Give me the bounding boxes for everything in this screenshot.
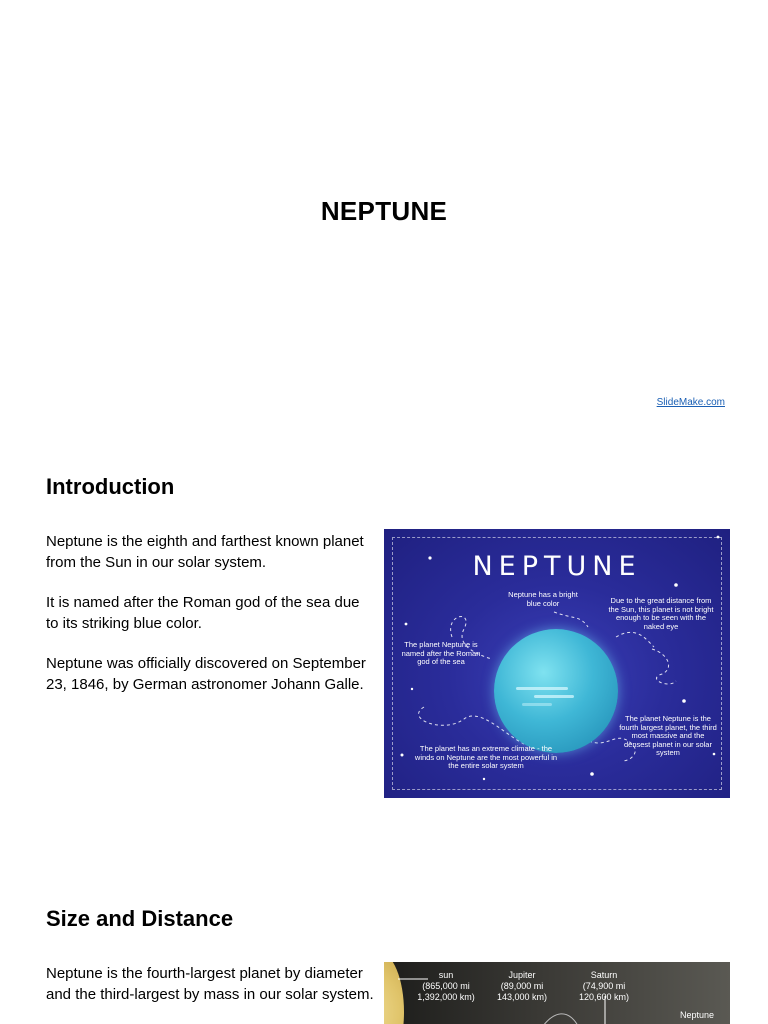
sun-label: sun (865,000 mi 1,392,000 km) [417,970,475,1002]
neptune-infographic [384,529,730,798]
size-distance-heading: Size and Distance [46,906,234,931]
intro-paragraph-2: It is named after the Roman god of the sea due to its striking blue color. [46,594,360,632]
note-extreme-climate: The planet has an extreme climate - the winds on Neptune are the most powerful in the entire solar system [414,744,558,770]
page-title: NEPTUNE [320,196,448,226]
size-paragraph-1: Neptune is the fourth-largest planet by diameter and the third-largest by mass in our solar system. [46,965,374,1003]
star-icon [405,623,408,626]
title-slide [0,0,768,432]
note-distance: Due to the great distance from the Sun, this planet is not bright enough to be seen with the naked eye [608,596,714,631]
star-icon [401,754,404,757]
planet-size-infographic [384,962,730,1024]
intro-paragraph-3: Neptune was officially discovered on September 23, 1846, by German astronomer Johann Galle. [46,655,366,693]
infographic-title: NEPTUNE [472,551,642,582]
dashed-path [652,649,676,684]
neptune-planet-icon [494,629,618,753]
star-icon [682,699,686,703]
star-icon [411,688,413,690]
star-icon [483,778,485,780]
introduction-heading: Introduction [46,474,175,499]
intro-paragraph-1: Neptune is the eighth and farthest known planet from the Sun in our solar system. [46,533,364,571]
saturn-label: Saturn (74,900 mi 120,600 km) [578,970,630,1002]
jupiter-label: Jupiter (89,000 mi 143,000 km) [496,970,548,1002]
note-bright-blue: Neptune has a bright blue color [508,590,578,608]
cloud-band [534,695,574,698]
dashed-path [554,612,588,627]
cloud-band [522,703,552,706]
note-fourth-largest: The planet Neptune is the fourth largest planet, the third most massive and the densest planet in our solar system [619,714,717,757]
note-named-after: The planet Neptune is named after the Roman god of the sea [401,640,481,666]
dashed-path [616,632,654,647]
size-distance-slide [0,864,768,1024]
slidemake-link[interactable]: SlideMake.com [656,397,725,408]
cloud-band [516,687,568,690]
introduction-text [46,532,376,715]
star-icon [674,583,678,587]
neptune-label: Neptune [679,1010,715,1020]
star-icon [717,536,720,539]
size-distance-text [46,964,376,1024]
star-icon [590,772,594,776]
introduction-slide [0,432,768,864]
